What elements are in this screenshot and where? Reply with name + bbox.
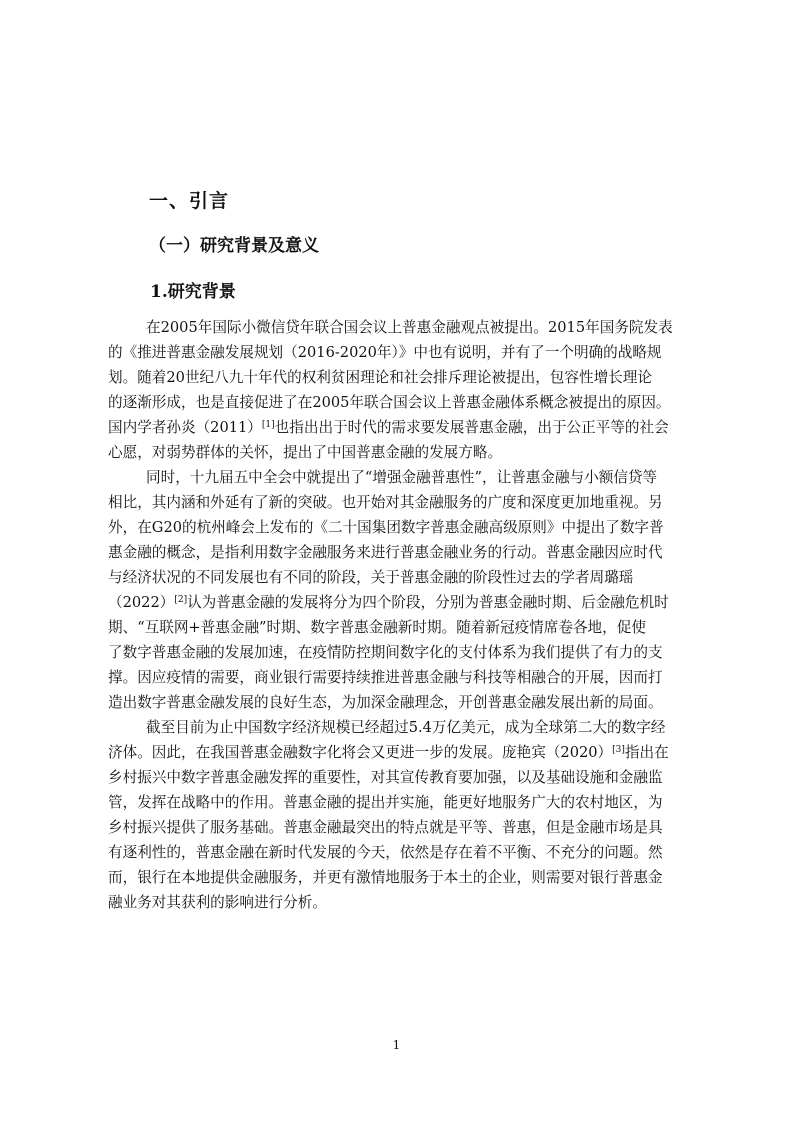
page-number: 1 [392, 1038, 401, 1052]
text-line [108, 865, 726, 890]
text-line [108, 640, 726, 665]
citation-marker: [1] [261, 420, 275, 430]
chapter-heading: 一、引言 [149, 190, 230, 212]
line-text: 有逐利性的，普惠金融在新时代发展的今天，依然是存在着不平衡、不充分的问题。然 [108, 844, 663, 861]
line-text: 期、“互联网+普惠金融”时期、数字普惠金融新时期。随着新冠疫情席卷各地，促使 [108, 619, 646, 636]
line-text: （2022） [108, 594, 175, 611]
line-text: 划。随着20世纪八九十年代的权利贫困理论和社会排斥理论被提出，包容性增长理论 [108, 369, 652, 386]
line-text: 管，发挥在战略中的作用。普惠金融的提出并实施，能更好地服务广大的农村地区，为 [108, 794, 663, 811]
line-text: 融业务对其获利的影响进行分析。 [108, 894, 327, 911]
line-text: 截至目前为止中国数字经济规模已经超过5.4万亿美元，成为全球第二大的数字经 [146, 719, 666, 736]
line-text: 惠金融的概念，是指利用数字金融服务来进行普惠金融业务的行动。普惠金融因应时代 [108, 544, 663, 561]
text-line [108, 365, 726, 390]
line-text: 济体。因此，在我国普惠金融数字化将会又更进一步的发展。庞艳宾（2020） [108, 744, 613, 761]
text-line [108, 565, 726, 590]
line-text: 乡村振兴提供了服务基础。普惠金融最突出的特点就是平等、普惠，但是金融市场是具 [108, 819, 663, 836]
line-text: 与经济状况的不同发展也有不同的阶段，关于普惠金融的阶段性过去的学者周璐瑶 [108, 569, 634, 586]
line-text: 而，银行在本地提供金融服务，并更有激情地服务于本土的企业，则需要对银行普惠金 [108, 869, 663, 886]
section-heading: （一）研究背景及意义 [149, 236, 319, 256]
text-line [108, 590, 726, 615]
line-text: 国内学者孙炎（2011） [108, 419, 262, 436]
line-text-continued: 认为普惠金融的发展将分为四个阶段，分别为普惠金融时期、后金融危机时 [187, 594, 669, 611]
citation-marker: [3] [612, 745, 625, 755]
line-text: 撑。因应疫情的需要，商业银行需要持续推进普惠金融与科技等相融合的开展，因而打 [108, 669, 663, 686]
line-text: 的《推进普惠金融发展规划（2016-2020年）》中也有说明，并有了一个明确的战略规 [108, 344, 662, 361]
line-text: 造出数字普惠金融发展的良好生态，为加深金融理念，开创普惠金融发展出新的局面。 [108, 694, 663, 711]
text-line [108, 740, 726, 765]
subsection-heading: 1.研究背景 [150, 282, 236, 302]
text-line [108, 765, 726, 790]
line-text: 外，在G20的杭州峰会上发布的《二十国集团数字普惠金融高级原则》中提出了数字普 [108, 519, 664, 536]
text-line [108, 665, 726, 690]
text-line [108, 840, 726, 865]
text-line [108, 315, 726, 340]
text-line [108, 340, 726, 365]
text-line [108, 515, 726, 540]
line-text-continued: 指出在 [624, 744, 669, 761]
text-line [108, 615, 726, 640]
text-line [108, 465, 726, 490]
line-text-continued: 也指出出于时代的需求要发展普惠金融，出于公正平等的社会 [274, 419, 669, 436]
line-text: 同时，十九届五中全会中就提出了“增强金融普惠性”，让普惠金融与小额信贷等 [146, 469, 658, 486]
text-line [108, 415, 726, 440]
text-line [108, 390, 726, 415]
line-text: 乡村振兴中数字普惠金融发挥的重要性，对其宣传教育要加强，以及基础设施和金融监 [108, 769, 663, 786]
text-line [108, 715, 726, 740]
text-line [108, 690, 726, 715]
text-line [108, 440, 726, 465]
line-text: 相比，其内涵和外延有了新的突破。也开始对其金融服务的广度和深度更加地重视。另 [108, 494, 663, 511]
line-text: 了数字普惠金融的发展加速，在疫情防控期间数字化的支付体系为我们提供了有力的支 [108, 644, 663, 661]
line-text: 心愿，对弱势群体的关怀，提出了中国普惠金融的发展方略。 [108, 444, 503, 461]
text-line [108, 815, 726, 840]
text-line [108, 890, 726, 915]
line-text: 在2005年国际小微信贷年联合国会议上普惠金融观点被提出。2015年国务院发表 [146, 319, 673, 336]
text-line [108, 490, 726, 515]
text-line [108, 540, 726, 565]
text-line [108, 790, 726, 815]
citation-marker: [2] [174, 595, 188, 605]
body-text [108, 315, 726, 915]
line-text: 的逐渐形成，也是直接促进了在2005年联合国会议上普惠金融体系概念被提出的原因。 [108, 394, 671, 411]
